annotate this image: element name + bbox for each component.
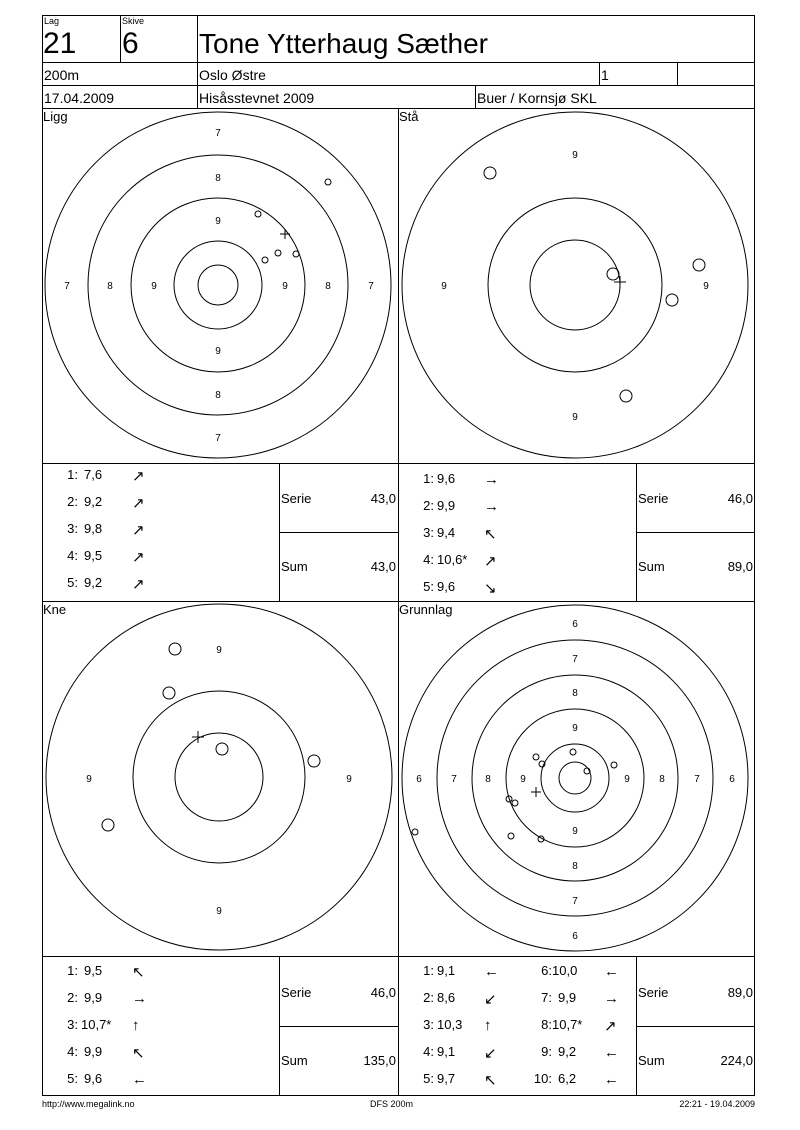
ring-label: 9 — [624, 774, 630, 785]
ring-label: 9 — [520, 774, 526, 785]
ring-label: 9 — [572, 826, 578, 837]
ligg-sum-label: Sum — [281, 559, 308, 574]
shot-mark — [163, 687, 175, 699]
direction-arrow-icon: ↙ — [484, 1045, 497, 1062]
direction-arrow-icon: ← — [604, 1071, 619, 1088]
ring-label: 8 — [572, 688, 578, 699]
shot-mark — [308, 755, 320, 767]
direction-arrow-icon: ↗ — [132, 549, 145, 566]
shot-mark — [293, 251, 299, 257]
shot-mark — [666, 294, 678, 306]
ligg-title: Ligg — [43, 109, 68, 124]
direction-arrow-icon: ← — [132, 1071, 147, 1088]
class: 1 — [601, 67, 609, 83]
shot-mark — [570, 749, 576, 755]
direction-arrow-icon: ↙ — [484, 991, 497, 1008]
direction-arrow-icon: ↗ — [132, 495, 145, 512]
ring-label: 7 — [572, 896, 578, 907]
ring-label: 9 — [282, 281, 288, 292]
distance: 200m — [44, 67, 80, 83]
ring-label: 8 — [572, 861, 578, 872]
ring-label: 8 — [215, 390, 221, 401]
shot-mark — [262, 257, 268, 263]
shot-mark — [611, 762, 617, 768]
kne-title: Kne — [43, 602, 67, 617]
ring-label: 9 — [346, 774, 352, 785]
ring-label: 7 — [572, 654, 578, 665]
ring-label: 8 — [659, 774, 665, 785]
direction-arrow-icon: ↖ — [484, 526, 497, 543]
grunnlag-target — [398, 601, 755, 956]
ring-label: 9 — [703, 281, 709, 292]
ring-label: 8 — [485, 774, 491, 785]
ring-label: 7 — [215, 433, 221, 444]
mean-point-mark — [531, 787, 541, 797]
date: 17.04.2009 — [44, 90, 115, 106]
ring-label: 6 — [729, 774, 735, 785]
ring-label: 6 — [572, 931, 578, 942]
direction-arrow-icon: ↗ — [132, 576, 145, 593]
shot-mark — [508, 833, 514, 839]
skive-label: Skive — [122, 16, 145, 26]
footer-system: DFS 200m — [370, 1099, 414, 1109]
kne-serie-value: 46,0 — [370, 985, 396, 1000]
ligg-sum-value: 43,0 — [370, 559, 396, 574]
shot-mark — [216, 743, 228, 755]
direction-arrow-icon: ← — [484, 963, 499, 980]
footer-url[interactable]: http://www.megalink.no — [42, 1099, 135, 1109]
mean-point-mark — [280, 229, 290, 239]
direction-arrow-icon: ↘ — [484, 580, 497, 597]
shot-mark — [607, 268, 619, 280]
shot-mark — [620, 390, 632, 402]
ring-label: 9 — [215, 346, 221, 357]
ring-label: 9 — [216, 645, 222, 656]
ring-label: 9 — [572, 150, 578, 161]
ligg-target — [42, 108, 398, 463]
shot-mark — [512, 800, 518, 806]
lag-value: 21 — [43, 27, 77, 60]
grunnlag-serie-value: 89,0 — [727, 985, 753, 1000]
sta-sum-label: Sum — [638, 559, 665, 574]
shot-mark — [169, 643, 181, 655]
ring-label: 8 — [215, 173, 221, 184]
event: Hisåsstevnet 2009 — [199, 90, 315, 106]
mean-point-mark — [614, 276, 626, 288]
grunnlag-title: Grunnlag — [399, 602, 453, 617]
direction-arrow-icon: → — [132, 990, 147, 1007]
ring-label: 7 — [215, 128, 221, 139]
ring-label: 8 — [325, 281, 331, 292]
shot-mark — [484, 167, 496, 179]
shot-mark — [325, 179, 331, 185]
direction-arrow-icon: ↖ — [132, 964, 145, 981]
ligg-serie-label: Serie — [281, 491, 312, 506]
shooter-name: Tone Ytterhaug Sæther — [199, 28, 489, 59]
ring-label: 7 — [451, 774, 457, 785]
ring-label: 7 — [64, 281, 70, 292]
direction-arrow-icon: ↑ — [484, 1017, 492, 1034]
footer-printed: 22:21 - 19.04.2009 — [679, 1099, 755, 1109]
shot-mark — [255, 211, 261, 217]
grunnlag-sum-value: 224,0 — [720, 1053, 753, 1068]
ring-label: 9 — [572, 723, 578, 734]
lag-label: Lag — [44, 16, 60, 26]
ring-label: 9 — [215, 216, 221, 227]
direction-arrow-icon: ↗ — [484, 553, 497, 570]
grunnlag-sum-label: Sum — [638, 1053, 665, 1068]
shot-mark — [693, 259, 705, 271]
sta-serie-value: 46,0 — [727, 491, 753, 506]
ring-label: 8 — [107, 281, 113, 292]
sta-title: Stå — [399, 109, 419, 124]
ring-label: 9 — [216, 906, 222, 917]
shot-mark — [275, 250, 281, 256]
shot-mark — [533, 754, 539, 760]
sta-target — [398, 108, 755, 463]
ring-label: 9 — [151, 281, 157, 292]
kne-sum-label: Sum — [281, 1053, 308, 1068]
grunnlag-serie-label: Serie — [638, 985, 669, 1000]
direction-arrow-icon: → — [604, 990, 619, 1007]
ligg-serie-value: 43,0 — [370, 491, 396, 506]
ring-label: 9 — [572, 412, 578, 423]
kne-target — [42, 601, 398, 956]
shot-mark — [102, 819, 114, 831]
direction-arrow-icon: → — [484, 471, 499, 488]
ring-label: 9 — [441, 281, 447, 292]
kne-sum-value: 135,0 — [363, 1053, 396, 1068]
shot-mark — [412, 829, 418, 835]
ring-label: 7 — [694, 774, 700, 785]
direction-arrow-icon: ↗ — [132, 522, 145, 539]
ring-label: 9 — [86, 774, 92, 785]
direction-arrow-icon: ← — [604, 963, 619, 980]
ring-label: 6 — [572, 619, 578, 630]
kne-serie-label: Serie — [281, 985, 312, 1000]
direction-arrow-icon: ← — [604, 1044, 619, 1061]
direction-arrow-icon: ↖ — [132, 1045, 145, 1062]
venue: Buer / Kornsjø SKL — [477, 90, 597, 106]
sta-serie-label: Serie — [638, 491, 669, 506]
direction-arrow-icon: ↗ — [132, 468, 145, 485]
direction-arrow-icon: ↗ — [604, 1018, 617, 1035]
ring-label: 6 — [416, 774, 422, 785]
direction-arrow-icon: → — [484, 498, 499, 515]
ring-label: 7 — [368, 281, 374, 292]
skive-value: 6 — [122, 27, 139, 60]
direction-arrow-icon: ↑ — [132, 1017, 140, 1034]
direction-arrow-icon: ↖ — [484, 1072, 497, 1089]
sta-sum-value: 89,0 — [727, 559, 753, 574]
club: Oslo Østre — [199, 67, 266, 83]
